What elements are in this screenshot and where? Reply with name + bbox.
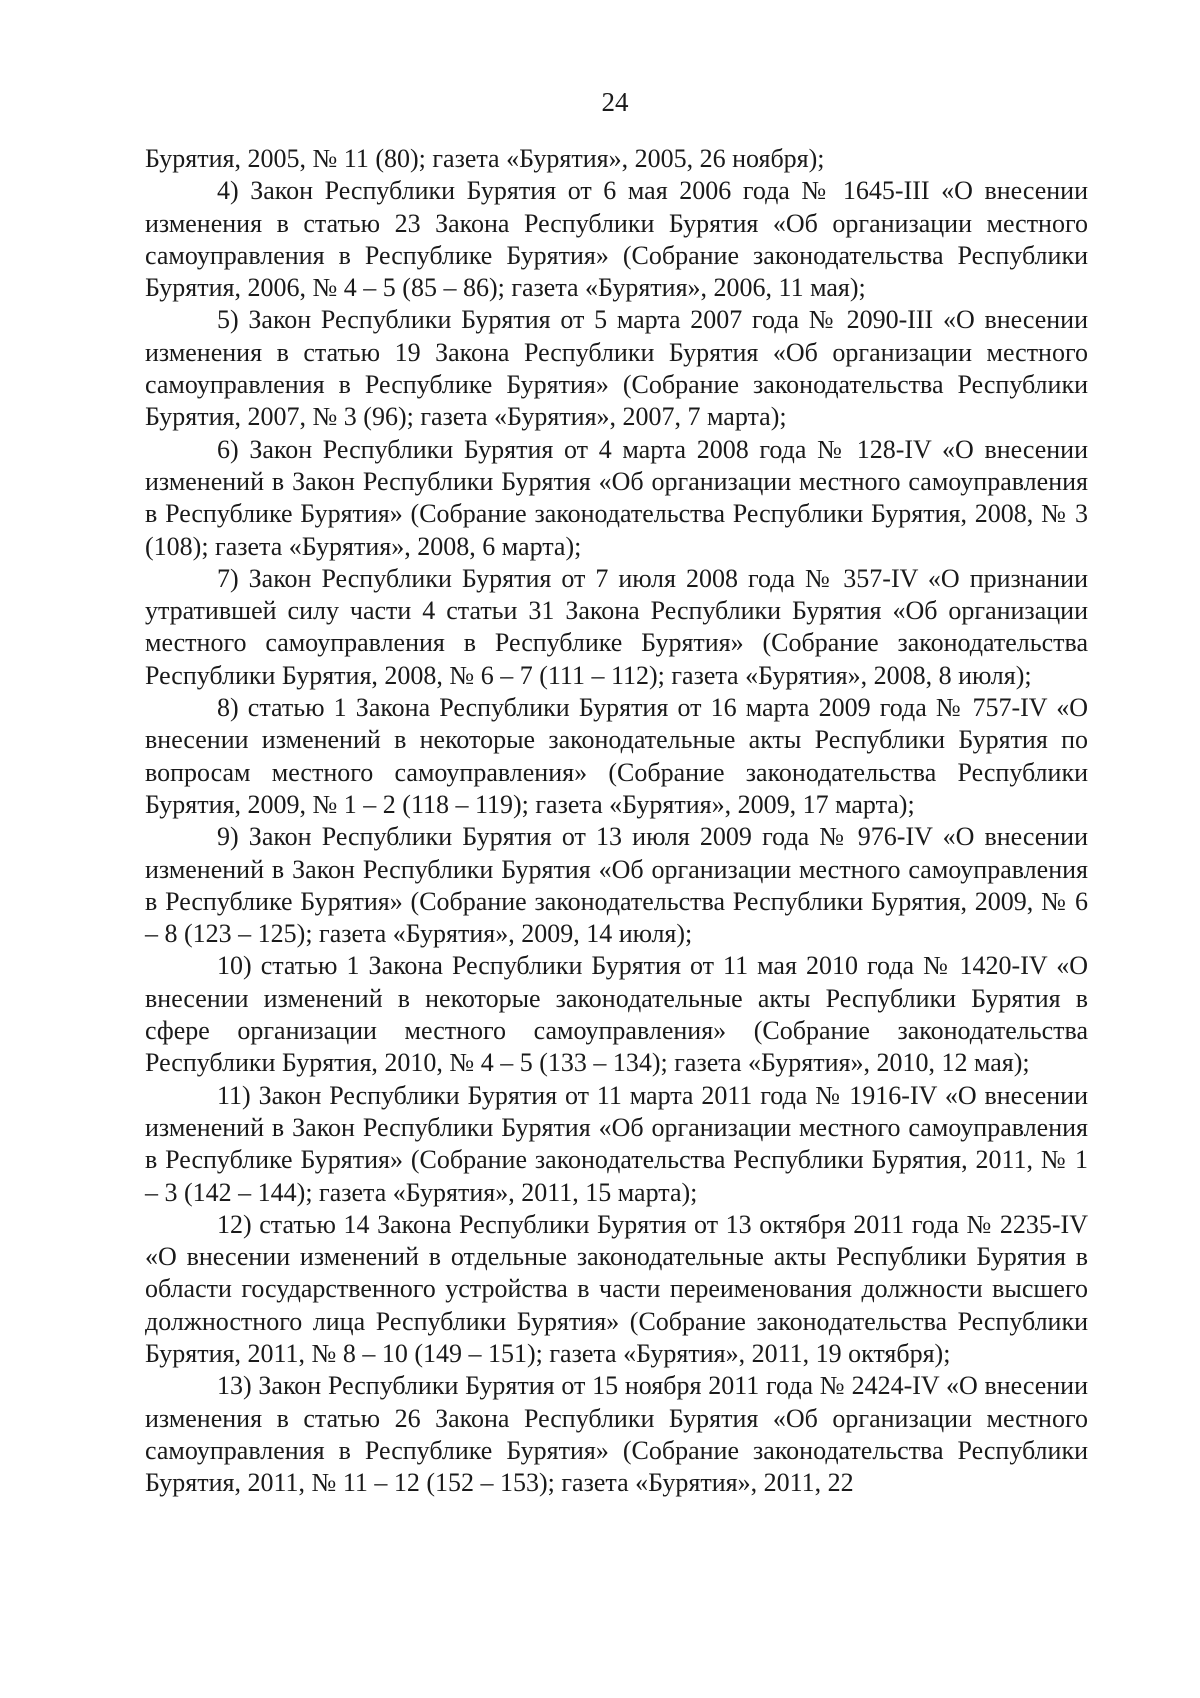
paragraph-item-8: 8) статью 1 Закона Республики Бурятия от 16 марта 2009 года № 757-IV «О внесении изменений в некоторые законодательные акты Республики Бурятия по вопросам местного самоуправления» (Собрание законодательства Республики Бурятия, 2009, № 1 – 2 (118 – 119); газета «Бурятия», 2009, 17 марта); xyxy=(145,693,1088,819)
paragraph-item-11: 11) Закон Республики Бурятия от 11 марта 2011 года № 1916-IV «О внесении изменений в Закон Республики Бурятия «Об организации местного самоуправления в Республике Бурятия» (Собрание законодательства Республики Бурятия, 2011, № 1 – 3 (142 – 144); газета «Бурятия», 2011, 15 марта); xyxy=(145,1080,1088,1207)
paragraph-item-4: 4) Закон Республики Бурятия от 6 мая 2006 года № 1645-III «О внесении изменения в статью 23 Закона Республики Бурятия «Об организации местного самоуправления в Республике Бурятия» (Собрание законодательства Республики Бурятия, 2006, № 4 – 5 (85 – 86); газета «Бурятия», 2006, 11 мая); xyxy=(145,176,1088,303)
paragraph-continuation: Бурятия, 2005, № 11 (80); газета «Бурятия», 2005, 26 ноября); xyxy=(145,144,825,173)
paragraph-item-10: 10) статью 1 Закона Республики Бурятия от 11 мая 2010 года № 1420-IV «О внесении изменений в некоторые законодательные акты Республики Бурятия в сфере организации местного самоуправления» (Собрание законодательства Республики Бурятия, 2010, № 4 – 5 (133 – 134); газета «Бурятия», 2010, 12 мая); xyxy=(145,951,1088,1078)
page-number: 24 xyxy=(601,87,629,117)
paragraph-item-6: 6) Закон Республики Бурятия от 4 марта 2008 года № 128-IV «О внесении изменений в Закон Республики Бурятия «Об организации местного самоуправления в Республике Бурятия» (Собрание законодательства Республики Бурятия, 2008, № 3 (108); газета «Бурятия», 2008, 6 марта); xyxy=(145,434,1088,561)
paragraph-item-12: 12) статью 14 Закона Республики Бурятия от 13 октября 2011 года № 2235-IV «О внесении изменений в отдельные законодательные акты Республики Бурятия в области государственного устройства в части переименования должности высшего должностного лица Республики Бурятия» (Собрание законодательства Республики Бурятия, 2011, № 8 – 10 (149 – 151); газета «Бурятия», 2011, 19 октября); xyxy=(145,1209,1088,1368)
document-body xyxy=(145,143,1088,1499)
paragraph-item-13: 13) Закон Республики Бурятия от 15 ноября 2011 года № 2424-IV «О внесении изменения в статью 26 Закона Республики Бурятия «Об организации местного самоуправления в Республике Бурятия» (Собрание законодательства Республики Бурятия, 2011, № 11 – 12 (152 – 153); газета «Бурятия», 2011, 22 xyxy=(145,1371,1088,1498)
paragraph-item-9: 9) Закон Республики Бурятия от 13 июля 2009 года № 976-IV «О внесении изменений в Закон Республики Бурятия «Об организации местного самоуправления в Республике Бурятия» (Собрание законодательства Республики Бурятия, 2009, № 6 – 8 (123 – 125); газета «Бурятия», 2009, 14 июля); xyxy=(145,822,1088,949)
paragraph-item-7: 7) Закон Республики Бурятия от 7 июля 2008 года № 357-IV «О признании утратившей силу части 4 статьи 31 Закона Республики Бурятия «Об организации местного самоуправления в Республике Бурятия» (Собрание законодательства Республики Бурятия, 2008, № 6 – 7 (111 – 112); газета «Бурятия», 2008, 8 июля); xyxy=(145,563,1088,690)
paragraph-item-5: 5) Закон Республики Бурятия от 5 марта 2007 года № 2090-III «О внесении изменения в статью 19 Закона Республики Бурятия «Об организации местного самоуправления в Республике Бурятия» (Собрание законодательства Республики Бурятия, 2007, № 3 (96); газета «Бурятия», 2007, 7 марта); xyxy=(145,305,1088,432)
